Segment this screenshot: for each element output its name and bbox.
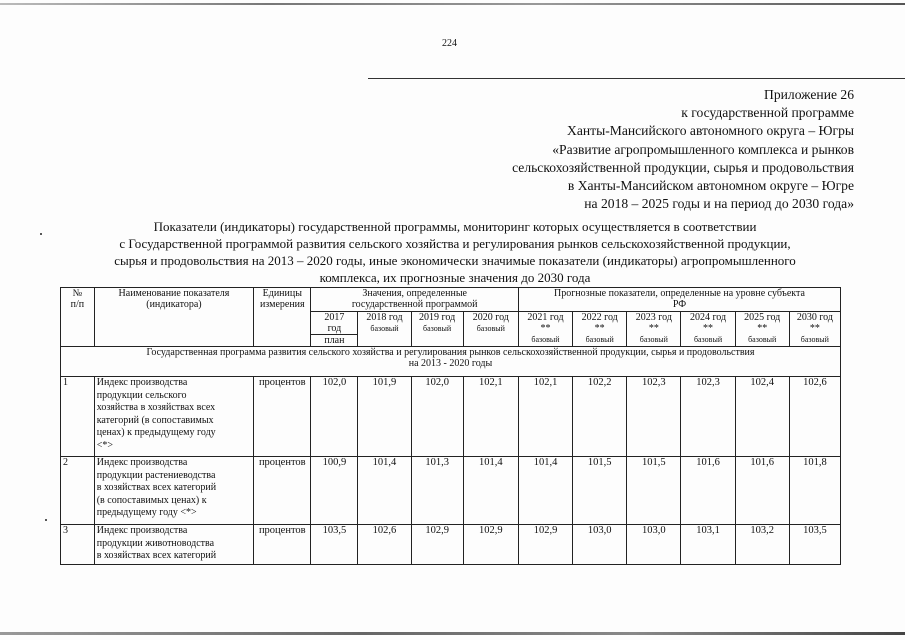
row-value: 102,1 (518, 377, 572, 457)
header-unit: Единицы измерения (254, 288, 311, 347)
row-indicator-name: Индекс производства продукции растениеводства в хозяйствах всех категорий (в сопоставимых ценах) к предыдущему году <*> (94, 457, 253, 525)
row-value: 102,9 (411, 525, 463, 565)
row-value: 102,3 (627, 377, 681, 457)
row-value: 102,1 (463, 377, 518, 457)
row-value: 103,5 (789, 525, 840, 565)
row-value: 102,9 (463, 525, 518, 565)
row-value: 102,9 (518, 525, 572, 565)
header-rule (368, 78, 905, 79)
row-value: 102,0 (311, 377, 358, 457)
appendix-line: Ханты-Мансийского автономного округа – Югры (567, 123, 854, 139)
row-value: 103,2 (735, 525, 789, 565)
page-number: 224 (442, 38, 457, 49)
scan-edge-top (0, 3, 905, 5)
row-unit: процентов (254, 457, 311, 525)
row-value: 101,6 (735, 457, 789, 525)
header-program-values: Значения, определенные государственной программой (311, 288, 519, 312)
header-year-cell: 2018 год базовый (358, 312, 411, 347)
row-indicator-name: Индекс производства продукции животноводства в хозяйствах всех категорий (94, 525, 253, 565)
header-name: Наименование показателя (индикатора) (94, 288, 253, 347)
row-value: 101,4 (518, 457, 572, 525)
header-year-cell: 2030 год ** базовый (789, 312, 840, 347)
header-year-cell: 2021 год ** базовый (518, 312, 572, 347)
scan-edge-bottom (0, 632, 905, 635)
row-value: 102,4 (735, 377, 789, 457)
row-value: 101,3 (411, 457, 463, 525)
row-value: 103,0 (627, 525, 681, 565)
table-row (61, 457, 841, 525)
row-value: 101,9 (358, 377, 411, 457)
heading-line: сырья и продовольствия на 2013 – 2020 годы, иные экономически значимые показатели (индикаторы) агропромышленного (114, 253, 796, 268)
header-year-cell: 2025 год ** базовый (735, 312, 789, 347)
header-year-2017: 2017 год (311, 312, 358, 335)
row-value: 100,9 (311, 457, 358, 525)
header-year-cell: 2022 год ** базовый (573, 312, 627, 347)
row-value: 101,5 (573, 457, 627, 525)
appendix-block (512, 86, 854, 213)
header-year-cell: 2019 год базовый (411, 312, 463, 347)
header-year-cell: 2024 год ** базовый (681, 312, 735, 347)
row-number: 1 (61, 377, 95, 457)
indicators-table (60, 287, 841, 565)
row-value: 101,6 (681, 457, 735, 525)
scan-speck (45, 519, 47, 521)
row-value: 102,3 (681, 377, 735, 457)
table-row (61, 525, 841, 565)
row-value: 103,0 (573, 525, 627, 565)
row-indicator-name: Индекс производства продукции сельского хозяйства в хозяйствах всех категорий (в сопоставимых ценах) к предыдущему году <*> (94, 377, 253, 457)
row-unit: процентов (254, 377, 311, 457)
row-value: 102,6 (789, 377, 840, 457)
section-title: Государственная программа развития сельского хозяйства и регулирования рынков сельскохозяйственной продукции, сырья и продовольствия на 2013 - 2020 годы (61, 347, 841, 377)
row-value: 101,4 (358, 457, 411, 525)
row-value: 103,5 (311, 525, 358, 565)
row-value: 103,1 (681, 525, 735, 565)
header-number: № п/п (61, 288, 95, 347)
heading-line: комплекса, их прогнозные значения до 2030 года (319, 270, 591, 285)
header-plan: план (311, 335, 358, 347)
row-unit: процентов (254, 525, 311, 565)
appendix-line: «Развитие агропромышленного комплекса и рынков (552, 141, 854, 157)
table-row (61, 377, 841, 457)
header-year-cell: 2023 год ** базовый (627, 312, 681, 347)
row-value: 101,4 (463, 457, 518, 525)
row-number: 3 (61, 525, 95, 565)
appendix-line: Приложение 26 (764, 87, 854, 102)
header-forecast-values: Прогнозные показатели, определенные на уровне субъекта РФ (518, 288, 840, 312)
appendix-line: сельскохозяйственной продукции, сырья и продовольствия (512, 159, 854, 175)
row-value: 102,6 (358, 525, 411, 565)
appendix-line: на 2018 – 2025 годы и на период до 2030 года» (584, 196, 854, 212)
appendix-line: в Ханты-Мансийском автономном округе – Югре (567, 178, 854, 194)
row-value: 102,2 (573, 377, 627, 457)
heading-line: Показатели (индикаторы) государственной программы, мониторинг которых осуществляется в соответствии (153, 219, 757, 234)
heading-line: с Государственной программой развития сельского хозяйства и регулирования рынков сельскохозяйственной продукции, (119, 236, 791, 251)
row-value: 102,0 (411, 377, 463, 457)
row-value: 101,5 (627, 457, 681, 525)
row-value: 101,8 (789, 457, 840, 525)
header-year-cell: 2020 год базовый (463, 312, 518, 347)
table-heading (70, 218, 840, 286)
appendix-line: к государственной программе (681, 105, 854, 121)
row-number: 2 (61, 457, 95, 525)
scan-speck (40, 233, 42, 235)
